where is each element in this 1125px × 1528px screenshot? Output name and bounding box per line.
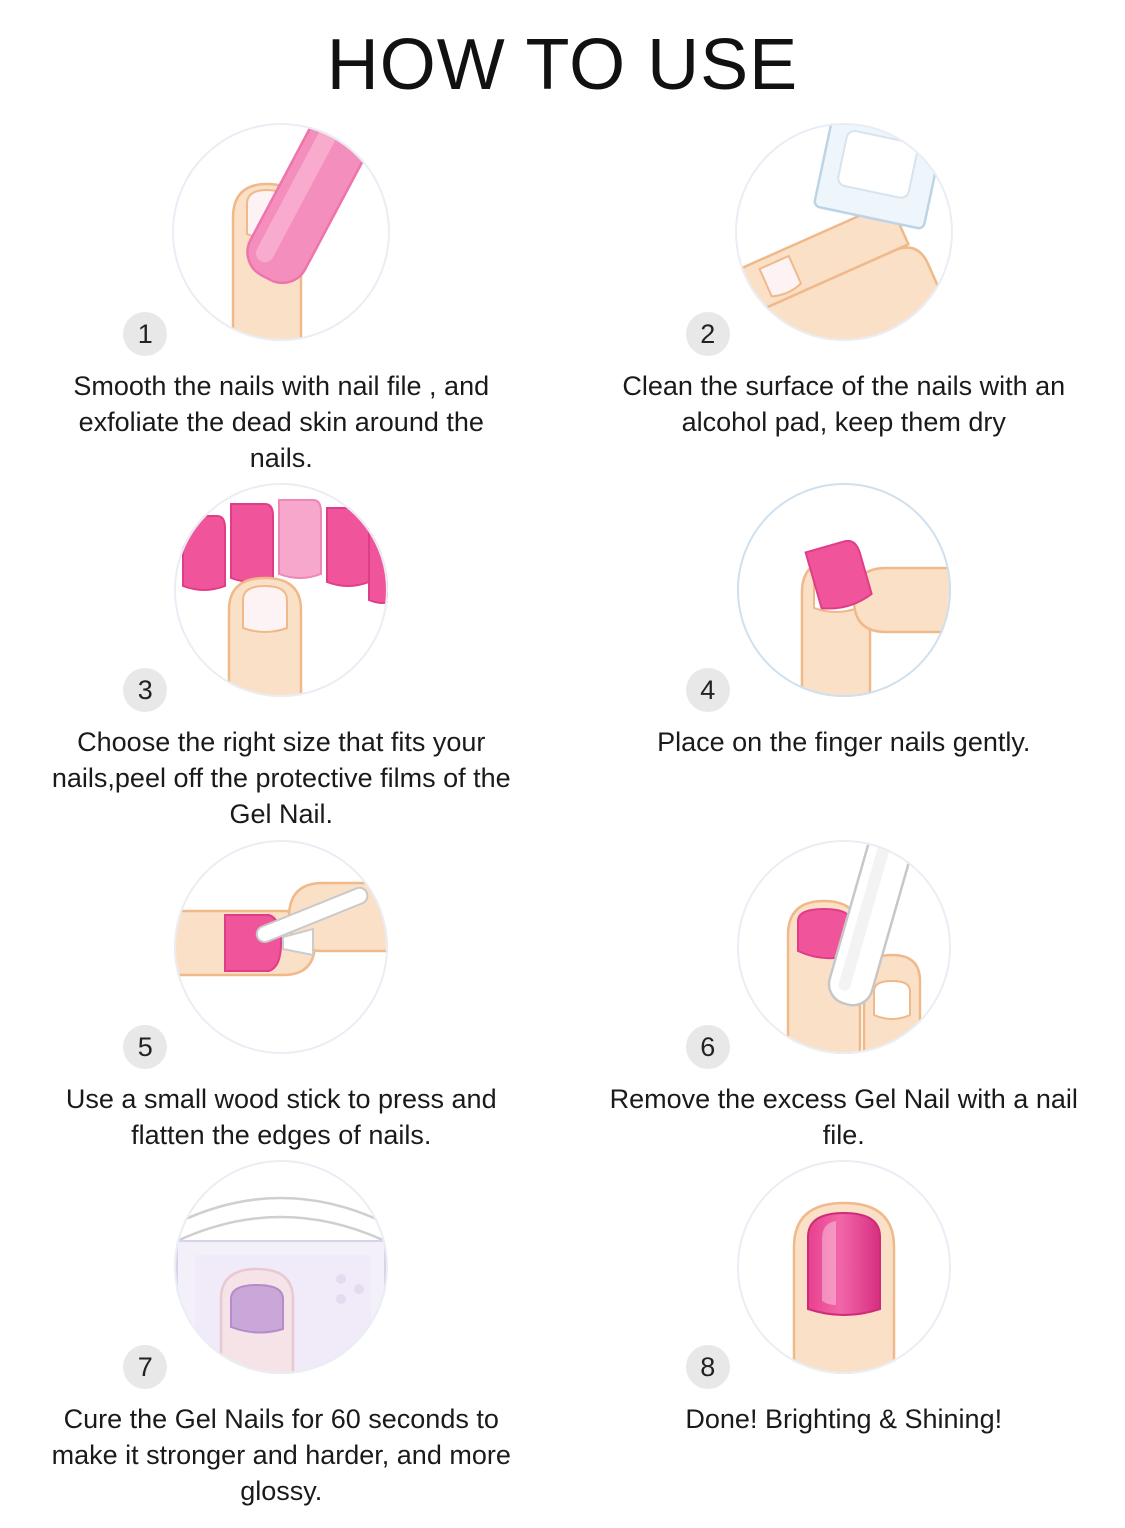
step-number-badge: 7 <box>123 1345 167 1389</box>
wood-stick-icon <box>173 839 389 1055</box>
step-caption: Smooth the nails with nail file , and exfoliate the dead skin around the nails. <box>46 368 516 477</box>
step-item-1 <box>0 122 563 483</box>
gel-nail-strips-icon <box>173 482 389 698</box>
step-item-7 <box>0 1159 563 1516</box>
step-caption: Remove the excess Gel Nail with a nail file. <box>609 1081 1079 1153</box>
nail-file-icon <box>171 122 391 342</box>
step-4-art-wrap <box>581 482 1108 698</box>
step-caption: Choose the right size that fits your nails,peel off the protective films of the Gel Nail. <box>46 724 516 833</box>
step-caption: Use a small wood stick to press and flatten the edges of nails. <box>46 1081 516 1153</box>
remove-excess-icon <box>736 839 952 1055</box>
step-number-badge: 3 <box>123 668 167 712</box>
step-1-art-wrap <box>18 122 545 342</box>
step-caption: Clean the surface of the nails with an alcohol pad, keep them dry <box>609 368 1079 440</box>
step-caption: Cure the Gel Nails for 60 seconds to make it stronger and harder, and more glossy. <box>46 1401 516 1510</box>
step-item-6 <box>563 839 1125 1159</box>
step-6-art-wrap <box>581 839 1108 1055</box>
step-item-4 <box>563 482 1125 839</box>
step-3-art-wrap <box>18 482 545 698</box>
step-number-badge: 2 <box>686 312 730 356</box>
step-item-8 <box>563 1159 1125 1516</box>
step-7-art-wrap <box>18 1159 545 1375</box>
step-number-badge: 8 <box>686 1345 730 1389</box>
step-5-art-wrap <box>18 839 545 1055</box>
page-title: HOW TO USE <box>0 28 1125 104</box>
step-number-badge: 5 <box>123 1025 167 1069</box>
step-item-5 <box>0 839 563 1159</box>
finished-nail-icon <box>736 1159 952 1375</box>
step-number-badge: 4 <box>686 668 730 712</box>
step-item-2 <box>563 122 1125 483</box>
place-gel-nail-icon <box>736 482 952 698</box>
step-number-badge: 6 <box>686 1025 730 1069</box>
uv-lamp-icon <box>173 1159 389 1375</box>
step-number-badge: 1 <box>123 312 167 356</box>
how-to-use-infographic <box>0 28 1125 1528</box>
steps-grid <box>0 122 1125 1516</box>
step-caption: Done! Brighting & Shining! <box>685 1401 1002 1437</box>
alcohol-pad-icon <box>734 122 954 342</box>
step-item-3 <box>0 482 563 839</box>
step-8-art-wrap <box>581 1159 1108 1375</box>
step-caption: Place on the finger nails gently. <box>657 724 1030 760</box>
step-2-art-wrap <box>581 122 1108 342</box>
